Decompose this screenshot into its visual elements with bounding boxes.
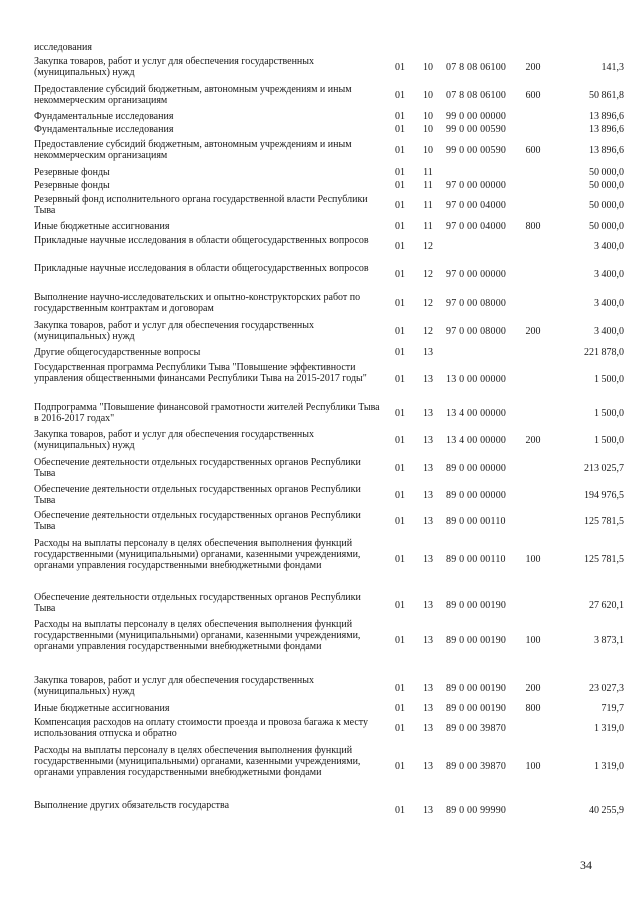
row-expense-type: 800 [525, 703, 541, 714]
row-podrazdel: 10 [423, 111, 433, 122]
row-amount: 13 896,6 [589, 111, 624, 122]
row-razdel: 01 [395, 326, 405, 337]
row-name: Другие общегосударственные вопросы [34, 347, 201, 358]
row-target-article: 89 0 00 00000 [446, 463, 507, 474]
row-target-article: 89 0 00 00000 [446, 490, 507, 501]
table-row [0, 56, 640, 78]
row-name: Иные бюджетные ассигнования [34, 703, 170, 714]
row-name: Фундаментальные исследования [34, 124, 174, 135]
row-amount: 27 620,1 [589, 600, 624, 611]
row-name: Предоставление субсидий бюджетным, автономным учреждениям и иным некоммерческим организациям [34, 84, 352, 106]
row-name: исследования [34, 42, 92, 53]
row-name: Обеспечение деятельности отдельных государственных органов Республики Тыва [34, 484, 361, 506]
table-row [0, 457, 640, 479]
row-target-article: 97 0 00 00000 [446, 180, 507, 191]
table-row [0, 194, 640, 216]
row-target-article: 89 0 00 00190 [446, 600, 507, 611]
table-row [0, 510, 640, 532]
row-podrazdel: 13 [423, 463, 433, 474]
row-podrazdel: 11 [423, 200, 433, 211]
page-number: 34 [580, 858, 592, 872]
row-target-article: 97 0 00 04000 [446, 221, 507, 232]
row-amount: 213 025,7 [584, 463, 624, 474]
table-row [0, 592, 640, 614]
row-podrazdel: 11 [423, 167, 433, 178]
table-row [0, 124, 640, 135]
row-podrazdel: 13 [423, 761, 433, 772]
row-razdel: 01 [395, 723, 405, 734]
row-podrazdel: 10 [423, 145, 433, 156]
row-target-article: 97 0 00 08000 [446, 326, 507, 337]
row-amount: 125 781,5 [584, 554, 624, 565]
row-amount: 50 000,0 [589, 200, 624, 211]
row-razdel: 01 [395, 298, 405, 309]
row-name: Компенсация расходов на оплату стоимости проезда и провоза багажа к месту использования отпуска и обратно [34, 717, 368, 739]
row-target-article: 89 0 00 99990 [446, 805, 507, 816]
row-name: Резервный фонд исполнительного органа государственной власти Республики Тыва [34, 194, 368, 216]
row-razdel: 01 [395, 374, 405, 385]
row-name: Закупка товаров, работ и услуг для обеспечения государственных (муниципальных) нужд [34, 320, 315, 342]
row-target-article: 13 4 00 00000 [446, 435, 507, 446]
row-amount: 50 861,8 [589, 90, 624, 101]
row-expense-type: 200 [525, 62, 541, 73]
row-razdel: 01 [395, 635, 405, 646]
row-amount: 40 255,9 [589, 805, 624, 816]
row-podrazdel: 12 [423, 326, 433, 337]
row-name: Резервные фонды [34, 167, 110, 178]
row-name: Расходы на выплаты персоналу в целях обеспечения выполнения функций государственными (муниципальными) органами, казенными учреждениями, органами управления государственными внебюджетными фондами [34, 538, 361, 571]
row-amount: 50 000,0 [589, 180, 624, 191]
row-expense-type: 200 [525, 435, 541, 446]
row-amount: 3 400,0 [594, 326, 624, 337]
row-name: Обеспечение деятельности отдельных государственных органов Республики Тыва [34, 510, 361, 532]
row-target-article: 99 0 00 00590 [446, 124, 507, 135]
row-razdel: 01 [395, 490, 405, 501]
row-razdel: 01 [395, 62, 405, 73]
table-row [0, 263, 640, 285]
row-amount: 3 400,0 [594, 241, 624, 252]
row-amount: 1 500,0 [594, 435, 624, 446]
row-target-article: 89 0 00 39870 [446, 761, 507, 772]
row-amount: 719,7 [601, 703, 624, 714]
row-razdel: 01 [395, 761, 405, 772]
row-razdel: 01 [395, 200, 405, 211]
table-row [0, 347, 640, 358]
row-amount: 13 896,6 [589, 124, 624, 135]
table-row [0, 111, 640, 122]
table-row [0, 745, 640, 789]
row-podrazdel: 11 [423, 221, 433, 232]
row-target-article: 89 0 00 00190 [446, 635, 507, 646]
row-amount: 125 781,5 [584, 516, 624, 527]
row-podrazdel: 12 [423, 298, 433, 309]
row-razdel: 01 [395, 516, 405, 527]
row-target-article: 07 8 08 06100 [446, 90, 507, 101]
row-name: Подпрограмма "Повышение финансовой грамотности жителей Республики Тыва в 2016-2017 годах" [34, 402, 380, 424]
row-amount: 1 500,0 [594, 374, 624, 385]
row-expense-type: 200 [525, 326, 541, 337]
row-expense-type: 100 [525, 554, 541, 565]
row-amount: 3 400,0 [594, 298, 624, 309]
table-row [0, 429, 640, 451]
row-razdel: 01 [395, 805, 405, 816]
row-target-article: 07 8 08 06100 [446, 62, 507, 73]
row-name: Закупка товаров, работ и услуг для обеспечения государственных (муниципальных) нужд [34, 675, 315, 697]
row-name: Закупка товаров, работ и услуг для обеспечения государственных (муниципальных) нужд [34, 429, 315, 451]
row-podrazdel: 13 [423, 635, 433, 646]
row-razdel: 01 [395, 111, 405, 122]
row-podrazdel: 10 [423, 90, 433, 101]
row-name: Прикладные научные исследования в области общегосударственных вопросов [34, 235, 369, 246]
table-row [0, 42, 640, 54]
row-target-article: 89 0 00 00190 [446, 703, 507, 714]
table-row [0, 402, 640, 424]
row-amount: 221 878,0 [584, 347, 624, 358]
row-target-article: 89 0 00 00190 [446, 683, 507, 694]
row-name: Фундаментальные исследования [34, 111, 174, 122]
row-razdel: 01 [395, 408, 405, 419]
table-row [0, 484, 640, 506]
row-podrazdel: 13 [423, 600, 433, 611]
row-amount: 1 500,0 [594, 408, 624, 419]
table-row [0, 167, 640, 178]
row-podrazdel: 13 [423, 683, 433, 694]
row-expense-type: 200 [525, 683, 541, 694]
row-podrazdel: 13 [423, 435, 433, 446]
table-row [0, 292, 640, 314]
row-razdel: 01 [395, 145, 405, 156]
table-row [0, 800, 640, 816]
row-name: Обеспечение деятельности отдельных государственных органов Республики Тыва [34, 457, 361, 479]
row-podrazdel: 12 [423, 269, 433, 280]
row-razdel: 01 [395, 600, 405, 611]
row-podrazdel: 13 [423, 723, 433, 734]
row-razdel: 01 [395, 180, 405, 191]
row-razdel: 01 [395, 683, 405, 694]
row-razdel: 01 [395, 554, 405, 565]
row-podrazdel: 10 [423, 124, 433, 135]
table-row [0, 180, 640, 191]
row-razdel: 01 [395, 241, 405, 252]
row-expense-type: 800 [525, 221, 541, 232]
row-podrazdel: 11 [423, 180, 433, 191]
row-name: Предоставление субсидий бюджетным, автономным учреждениям и иным некоммерческим организациям [34, 139, 352, 161]
row-target-article: 99 0 00 00000 [446, 111, 507, 122]
row-podrazdel: 13 [423, 408, 433, 419]
row-name: Закупка товаров, работ и услуг для обеспечения государственных (муниципальных) нужд [34, 56, 315, 78]
row-name: Выполнение других обязательств государства [34, 800, 230, 811]
row-target-article: 13 4 00 00000 [446, 408, 507, 419]
row-podrazdel: 13 [423, 703, 433, 714]
row-expense-type: 600 [525, 90, 541, 101]
table-row [0, 675, 640, 697]
row-razdel: 01 [395, 167, 405, 178]
table-row [0, 619, 640, 663]
row-target-article: 13 0 00 00000 [446, 374, 507, 385]
row-name: Обеспечение деятельности отдельных государственных органов Республики Тыва [34, 592, 361, 614]
row-amount: 3 400,0 [594, 269, 624, 280]
row-name: Прикладные научные исследования в области общегосударственных вопросов [34, 263, 369, 274]
row-name: Расходы на выплаты персоналу в целях обеспечения выполнения функций государственными (муниципальными) органами, казенными учреждениями, органами управления государственными внебюджетными фондами [34, 745, 361, 778]
row-amount: 194 976,5 [584, 490, 624, 501]
row-podrazdel: 10 [423, 62, 433, 73]
row-target-article: 89 0 00 00110 [446, 516, 506, 527]
row-name: Резервные фонды [34, 180, 110, 191]
row-target-article: 89 0 00 39870 [446, 723, 507, 734]
row-expense-type: 100 [525, 761, 541, 772]
row-name: Государственная программа Республики Тыва "Повышение эффективности управления общественными финансами Республики Тыва на 2015-2017 годы" [34, 362, 367, 384]
table-row [0, 717, 640, 739]
row-name: Выполнение научно-исследовательских и опытно-конструкторских работ по государственным контрактам и договорам [34, 292, 361, 314]
row-podrazdel: 13 [423, 805, 433, 816]
row-razdel: 01 [395, 90, 405, 101]
row-razdel: 01 [395, 435, 405, 446]
row-name: Иные бюджетные ассигнования [34, 221, 170, 232]
row-razdel: 01 [395, 347, 405, 358]
row-amount: 50 000,0 [589, 167, 624, 178]
row-amount: 23 027,3 [589, 683, 624, 694]
row-expense-type: 100 [525, 635, 541, 646]
row-target-article: 89 0 00 00110 [446, 554, 506, 565]
row-expense-type: 600 [525, 145, 541, 156]
row-podrazdel: 13 [423, 554, 433, 565]
table-row [0, 139, 640, 161]
row-target-article: 97 0 00 04000 [446, 200, 507, 211]
row-podrazdel: 13 [423, 516, 433, 527]
row-amount: 1 319,0 [594, 723, 624, 734]
row-razdel: 01 [395, 221, 405, 232]
row-target-article: 97 0 00 08000 [446, 298, 507, 309]
row-podrazdel: 12 [423, 241, 433, 252]
table-row [0, 362, 640, 395]
row-amount: 13 896,6 [589, 145, 624, 156]
row-razdel: 01 [395, 124, 405, 135]
table-row [0, 703, 640, 714]
row-target-article: 99 0 00 00590 [446, 145, 507, 156]
row-name: Расходы на выплаты персоналу в целях обеспечения выполнения функций государственными (муниципальными) органами, казенными учреждениями, органами управления государственными внебюджетными фондами [34, 619, 361, 652]
row-amount: 3 873,1 [594, 635, 624, 646]
row-amount: 50 000,0 [589, 221, 624, 232]
table-row [0, 221, 640, 232]
row-razdel: 01 [395, 269, 405, 280]
row-amount: 141,3 [601, 62, 624, 73]
table-row [0, 84, 640, 106]
row-amount: 1 319,0 [594, 761, 624, 772]
table-row [0, 320, 640, 342]
row-podrazdel: 13 [423, 347, 433, 358]
row-target-article: 97 0 00 00000 [446, 269, 507, 280]
table-row [0, 538, 640, 582]
table-row [0, 235, 640, 257]
row-razdel: 01 [395, 703, 405, 714]
row-podrazdel: 13 [423, 374, 433, 385]
row-razdel: 01 [395, 463, 405, 474]
row-podrazdel: 13 [423, 490, 433, 501]
